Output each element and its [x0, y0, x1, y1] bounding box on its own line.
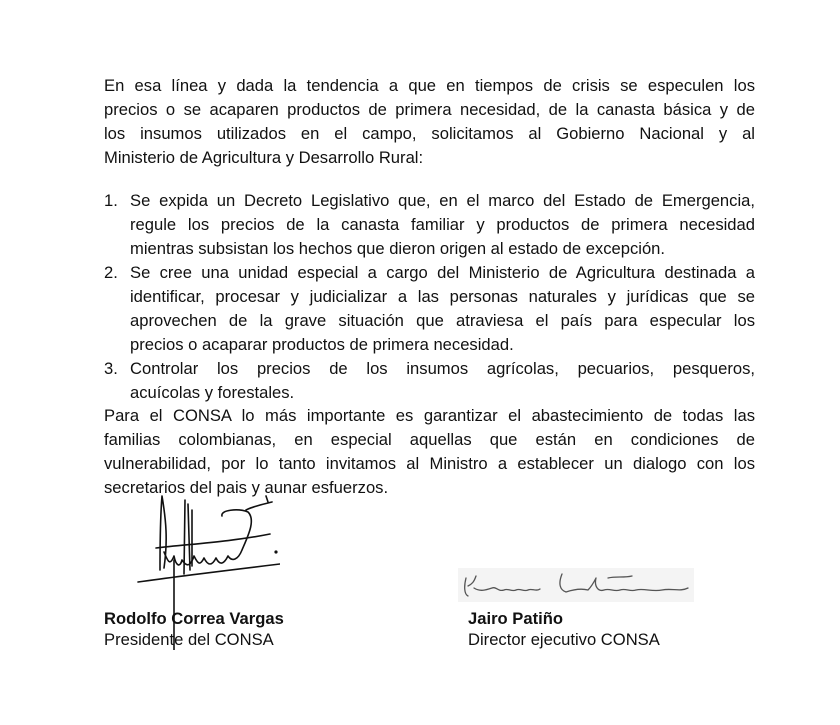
request-item	[104, 357, 755, 405]
signatory-block	[104, 608, 284, 650]
text-line: Se expida un Decreto Legislativo que, en el marco del Estado de Emergencia,	[130, 191, 755, 210]
signatory-title: Presidente del CONSA	[104, 630, 274, 649]
text-line: identificar, procesar y judicializar a las personas naturales y jurídicas que se	[130, 287, 755, 306]
text-line: secretarios del pais y aunar esfuerzos.	[104, 478, 389, 497]
text-line: acuícolas y forestales.	[130, 383, 295, 402]
signatory-title: Director ejecutivo CONSA	[468, 630, 660, 649]
signatory-block	[468, 608, 660, 650]
text-line: los insumos utilizados en el campo, solicitamos al Gobierno Nacional y al	[104, 124, 755, 143]
text-line: Para el CONSA lo más importante es garantizar el abastecimiento de todas las	[104, 406, 755, 425]
text-line: familias colombianas, en especial aquellas que están en condiciones de	[104, 430, 755, 449]
text-line: precios o acaparar productos de primera necesidad.	[130, 335, 514, 354]
request-item	[104, 189, 755, 261]
text-line: vulnerabilidad, por lo tanto invitamos al Ministro a establecer un dialogo con los	[104, 454, 755, 473]
request-item	[104, 261, 755, 357]
closing-paragraph	[104, 404, 755, 500]
text-line: Se cree una unidad especial a cargo del Ministerio de Agricultura destinada a	[130, 263, 755, 282]
signatory-name: Rodolfo Correa Vargas	[104, 609, 284, 628]
requests-list	[104, 189, 755, 405]
text-line: Ministerio de Agricultura y Desarrollo Rural:	[104, 148, 424, 167]
signature-jairo-patino	[458, 566, 698, 606]
item-number: 3.	[104, 359, 118, 378]
text-line: mientras subsistan los hechos que dieron origen al estado de excepción.	[130, 239, 666, 258]
signatory-name: Jairo Patiño	[468, 609, 563, 628]
item-number: 2.	[104, 263, 118, 282]
text-line: precios o se acaparen productos de primera necesidad, de la canasta básica y de	[104, 100, 755, 119]
text-line: regule los precios de la canasta familiar y productos de primera necesidad	[130, 215, 755, 234]
text-line: Controlar los precios de los insumos agrícolas, pecuarios, pesqueros,	[130, 359, 755, 378]
item-number: 1.	[104, 191, 118, 210]
text-line: aprovechen de la grave situación que atraviesa el país para especular los	[130, 311, 755, 330]
intro-paragraph	[104, 74, 755, 170]
text-line: En esa línea y dada la tendencia a que en tiempos de crisis se especulen los	[104, 76, 755, 95]
